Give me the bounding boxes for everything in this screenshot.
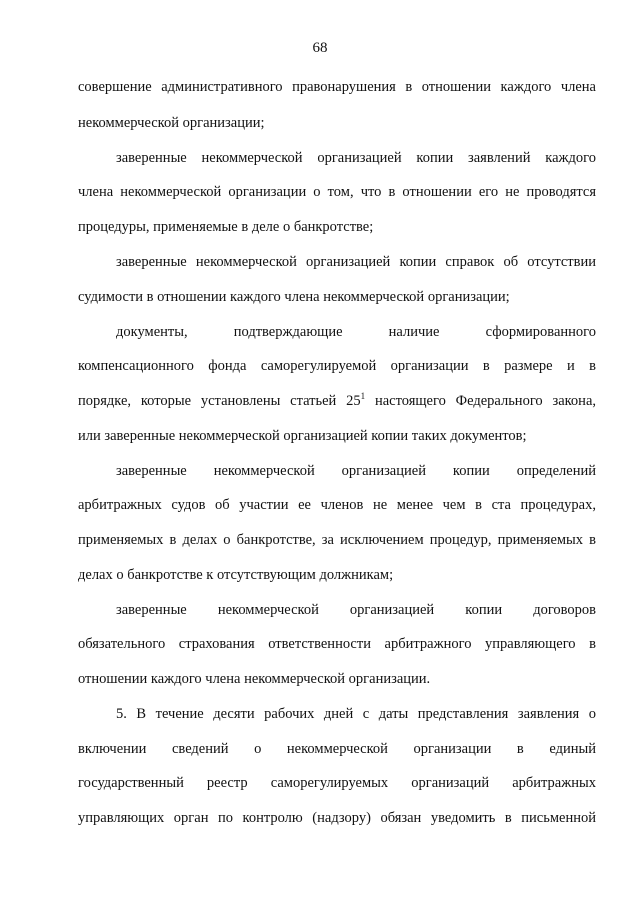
text-line: арбитражных судов об участии ее членов не менее чем в ста процедурах,	[78, 497, 596, 513]
text-line: процедуры, применяемые в деле о банкротстве;	[78, 219, 374, 235]
text-line: судимости в отношении каждого члена некоммерческой организации;	[78, 289, 510, 305]
text-line: или заверенные некоммерческой организацией копии таких документов;	[78, 428, 527, 444]
text-line: совершение административного правонарушения в отношении каждого члена	[78, 79, 596, 95]
text-line: делах о банкротстве к отсутствующим должникам;	[78, 567, 394, 583]
text-line: заверенные некоммерческой организацией копии заявлений каждого	[116, 150, 596, 166]
text-line: компенсационного фонда саморегулируемой организации в размере и в	[78, 358, 596, 374]
text-line: некоммерческой организации;	[78, 115, 265, 131]
text-line: документы, подтверждающие наличие сформированного	[116, 324, 596, 340]
text-line: заверенные некоммерческой организацией копии определений	[116, 463, 596, 479]
text-line: отношении каждого члена некоммерческой организации.	[78, 671, 431, 687]
text-line: члена некоммерческой организации о том, что в отношении его не проводятся	[78, 184, 596, 200]
page-number: 68	[312, 40, 328, 56]
text-line	[78, 392, 596, 410]
text-line: включении сведений о некоммерческой организации в единый	[78, 741, 596, 757]
text-line: обязательного страхования ответственности арбитражного управляющего в	[78, 636, 596, 652]
text-line: государственный реестр саморегулируемых организаций арбитражных	[78, 775, 596, 791]
superscript: 1	[360, 392, 366, 401]
text-line: заверенные некоммерческой организацией копии справок об отсутствии	[116, 254, 596, 270]
text-line: заверенные некоммерческой организацией копии договоров	[116, 602, 596, 618]
text-segment: порядке, которые установлены статьей 25	[78, 393, 361, 409]
text-line: 5. В течение десяти рабочих дней с даты представления заявления о	[116, 706, 596, 722]
text-line: управляющих орган по контролю (надзору) обязан уведомить в письменной	[78, 810, 596, 826]
text-segment: настоящего Федерального закона,	[365, 393, 596, 409]
text-line: применяемых в делах о банкротстве, за исключением процедур, применяемых в	[78, 532, 596, 548]
